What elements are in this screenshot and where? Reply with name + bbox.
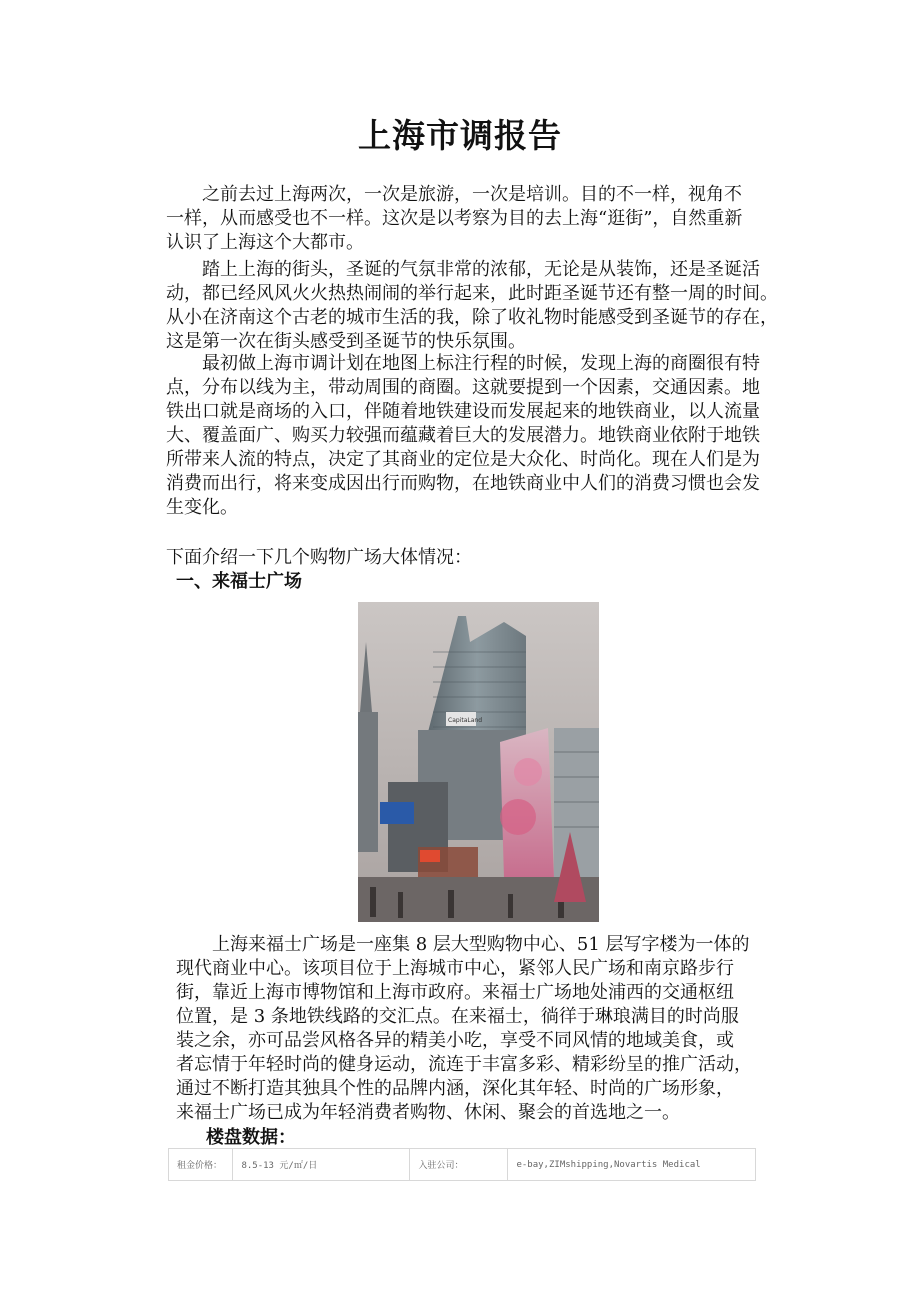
property-data-table <box>168 1148 756 1181</box>
table-row <box>169 1149 756 1181</box>
text-line: 生变化。 <box>166 497 238 518</box>
text-line: 最初做上海市调计划在地图上标注行程的时候，发现上海的商圈很有特 <box>166 353 760 374</box>
text-line: 大、覆盖面广、购买力较强而蕴藏着巨大的发展潜力。地铁商业依附于地铁 <box>166 425 760 446</box>
text-line: 这是第一次在街头感受到圣诞节的快乐氛围。 <box>166 331 526 352</box>
text-line: 通过不断打造其独具个性的品牌内涵，深化其年轻、时尚的广场形象， <box>176 1078 734 1099</box>
section-heading-raffles: 一、来福士广场 <box>176 571 302 592</box>
document-title: 上海市调报告 <box>358 116 562 155</box>
text-line: 认识了上海这个大都市。 <box>166 232 364 253</box>
text-line: 踏上上海的街头，圣诞的气氛非常的浓郁，无论是从装饰，还是圣诞活 <box>166 259 760 280</box>
text-line: 点，分布以线为主，带动周围的商圈。这就要提到一个因素，交通因素。地 <box>166 377 760 398</box>
property-data-heading: 楼盘数据： <box>206 1127 296 1148</box>
rent-label: 租金价格： <box>169 1149 233 1181</box>
text-line: 装之余，亦可品尝风格各异的精美小吃，享受不同风情的地域美食，或 <box>176 1030 734 1051</box>
text-line: 动，都已经风风火火热热闹闹的举行起来，此时距圣诞节还有整一周的时间。 <box>166 283 778 304</box>
tenants-label: 入驻公司： <box>410 1149 508 1181</box>
intro-to-malls <box>166 546 472 570</box>
christmas-paragraph <box>166 258 778 354</box>
text-line: 下面介绍一下几个购物广场大体情况： <box>166 547 472 568</box>
raffles-city-building-photo <box>358 602 599 922</box>
text-line: 街，靠近上海市博物馆和上海市政府。来福士广场地处浦西的交通枢纽 <box>176 982 734 1003</box>
rent-value: 8.5-13 元/㎡/日 <box>233 1149 410 1181</box>
tenants-value: e-bay,ZIMshipping,Novartis Medical <box>508 1149 756 1181</box>
text-line: 从小在济南这个古老的城市生活的我，除了收礼物时能感受到圣诞节的存在， <box>166 307 778 328</box>
text-line: 现代商业中心。该项目位于上海城市中心，紧邻人民广场和南京路步行 <box>176 958 734 979</box>
text-line: 之前去过上海两次，一次是旅游，一次是培训。目的不一样，视角不 <box>166 184 742 205</box>
text-line: 铁出口就是商场的入口，伴随着地铁建设而发展起来的地铁商业，以人流量 <box>166 401 760 422</box>
text-line: 消费而出行，将来变成因出行而购物，在地铁商业中人们的消费习惯也会发 <box>166 473 760 494</box>
text-line: 位置，是 3 条地铁线路的交汇点。在来福士，徜徉于琳琅满目的时尚服 <box>176 1006 739 1027</box>
svg-text:CapitaLand: CapitaLand <box>448 717 483 724</box>
intro-paragraph <box>166 183 742 255</box>
raffles-description <box>176 933 752 1125</box>
text-line: 上海来福士广场是一座集 8 层大型购物中心、51 层写字楼为一体的 <box>176 934 750 955</box>
metro-commerce-paragraph <box>166 352 760 520</box>
text-line: 来福士广场已成为年轻消费者购物、休闲、聚会的首选地之一。 <box>176 1102 680 1123</box>
text-line: 者忘情于年轻时尚的健身运动，流连于丰富多彩、精彩纷呈的推广活动， <box>176 1054 752 1075</box>
text-line: 一样，从而感受也不一样。这次是以考察为目的去上海“逛街”，自然重新 <box>166 208 743 229</box>
text-line: 所带来人流的特点，决定了其商业的定位是大众化、时尚化。现在人们是为 <box>166 449 760 470</box>
